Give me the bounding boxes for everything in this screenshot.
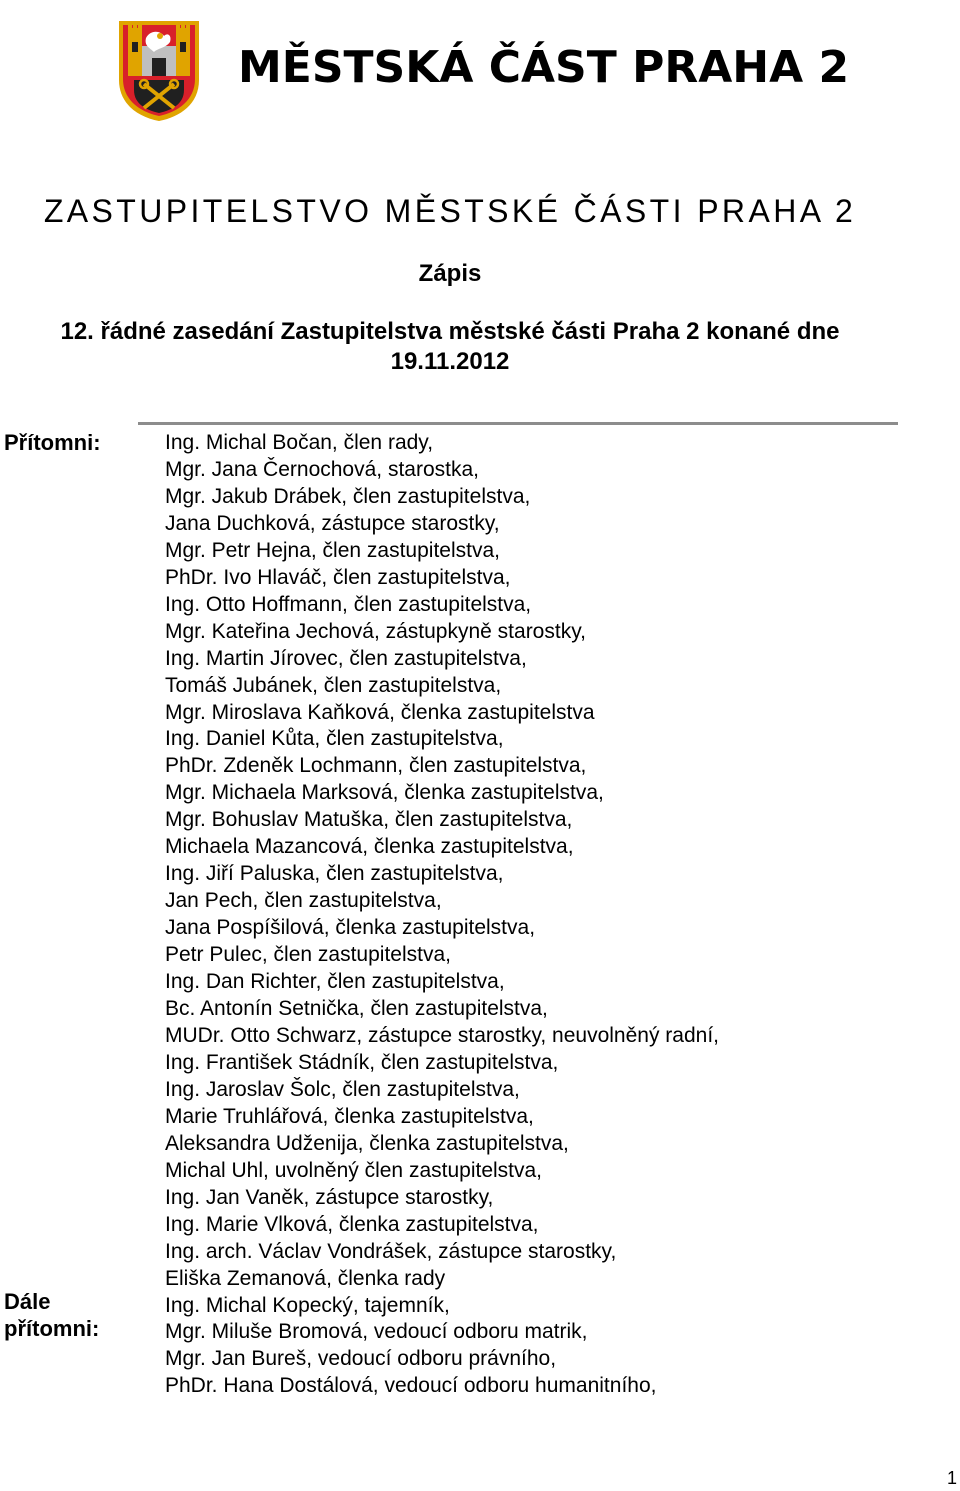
list-item: Ing. Daniel Kůta, člen zastupitelstva, [165,727,504,751]
coat-of-arms-icon [116,18,202,122]
list-item: PhDr. Hana Dostálová, vedoucí odboru humanitního, [165,1374,657,1398]
list-item: Jana Pospíšilová, členka zastupitelstva, [165,916,536,940]
page-number: 1 [946,1468,957,1488]
list-item: Mgr. Michaela Marksová, členka zastupitelstva, [165,781,604,805]
list-item: Mgr. Miluše Bromová, vedoucí odboru matrik, [165,1320,588,1344]
list-item: Ing. Michal Bočan, člen rady, [165,431,434,454]
list-item: Jan Pech, člen zastupitelstva, [165,889,442,913]
list-item: Tomáš Jubánek, člen zastupitelstva, [165,673,502,697]
also-present-label-line-1: Dále [4,1289,51,1314]
logo-text: MĚSTSKÁ ČÁST PRAHA 2 [238,42,850,93]
list-item: PhDr. Ivo Hlaváč, člen zastupitelstva, [165,565,511,589]
list-item: Mgr. Jana Černochová, starostka, [165,457,479,481]
list-item: Mgr. Miroslava Kaňková, členka zastupitelstva [165,700,595,724]
list-item: Mgr. Jan Bureš, vedoucí odboru právního, [165,1347,557,1371]
list-item: Ing. Jaroslav Šolc, člen zastupitelstva, [165,1077,520,1101]
also-present-label-line-2: přítomni: [4,1315,100,1341]
list-item: PhDr. Zdeněk Lochmann, člen zastupitelstva, [165,754,587,778]
attendee-list [165,430,719,1400]
meeting-description: 12. řádné zasedání Zastupitelstva městské části Praha 2 konané dne [60,318,840,345]
list-item: Ing. Marie Vlková, členka zastupitelstva, [165,1212,539,1236]
page-title: ZASTUPITELSTVO MĚSTSKÉ ČÁSTI PRAHA 2 [43,193,857,229]
present-label: Přítomni: [4,430,101,455]
list-item: Mgr. Jakub Drábek, člen zastupitelstva, [165,484,531,508]
list-item: Ing. Martin Jírovec, člen zastupitelstva, [165,646,527,670]
list-item: Ing. Michal Kopecký, tajemník, [165,1293,450,1317]
list-item: Eliška Zemanová, členka rady [165,1266,446,1290]
list-item: Jana Duchková, zástupce starostky, [165,511,500,535]
also-present-label [4,1289,99,1343]
horizontal-rule [138,422,898,425]
list-item: Petr Pulec, člen zastupitelstva, [165,943,451,967]
list-item: Ing. Dan Richter, člen zastupitelstva, [165,970,505,994]
list-item: Ing. Otto Hoffmann, člen zastupitelstva, [165,592,532,616]
list-item: Mgr. Petr Hejna, člen zastupitelstva, [165,538,500,562]
list-item: Marie Truhlářová, členka zastupitelstva, [165,1104,534,1128]
list-item: Aleksandra Udženija, členka zastupitelstva, [165,1131,569,1155]
list-item: Ing. Jan Vaněk, zástupce starostky, [165,1185,494,1209]
list-item: Ing. František Stádník, člen zastupitelstva, [165,1050,559,1074]
list-item: Ing. Jiří Paluska, člen zastupitelstva, [165,862,504,886]
list-item: Ing. arch. Václav Vondrášek, zástupce starostky, [165,1239,617,1263]
list-item: Mgr. Bohuslav Matuška, člen zastupitelstva, [165,808,573,832]
document-type: Zápis [418,260,482,287]
list-item: Michaela Mazancová, členka zastupitelstva, [165,835,574,859]
list-item: Michal Uhl, uvolněný člen zastupitelstva, [165,1158,543,1182]
list-item: Mgr. Kateřina Jechová, zástupkyně starostky, [165,619,586,643]
meeting-date: 19.11.2012 [390,348,510,375]
list-item: MUDr. Otto Schwarz, zástupce starostky, neuvolněný radní, [165,1023,720,1047]
list-item: Bc. Antonín Setnička, člen zastupitelstva, [165,997,548,1021]
